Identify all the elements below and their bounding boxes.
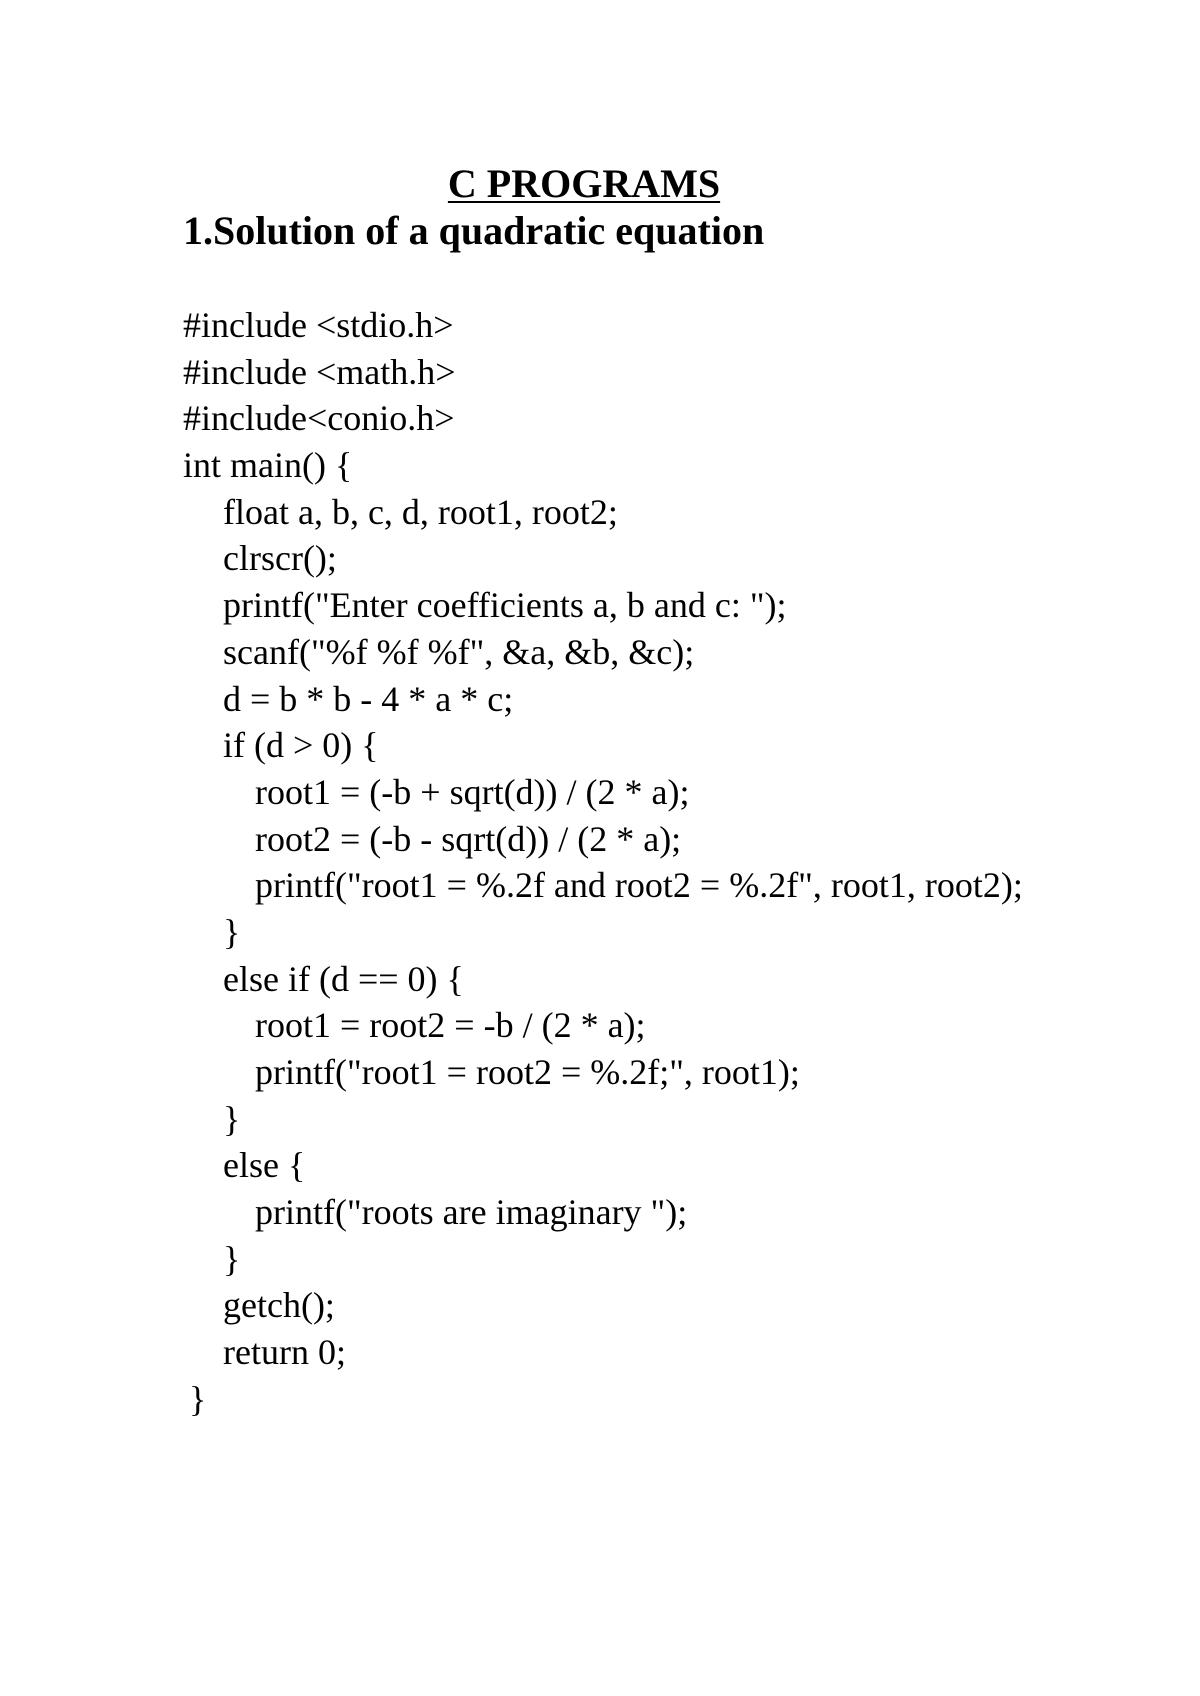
code-line: else if (d == 0) { <box>223 958 464 999</box>
code-line: } <box>223 911 241 952</box>
code-line: d = b * b - 4 * a * c; <box>223 678 514 719</box>
code-line: int main() { <box>183 445 353 486</box>
code-line: root1 = (-b + sqrt(d)) / (2 * a); <box>255 771 690 812</box>
code-line: scanf("%f %f %f", &a, &b, &c); <box>223 631 695 672</box>
code-line: root1 = root2 = -b / (2 * a); <box>255 1005 646 1046</box>
code-line: } <box>189 1378 207 1419</box>
code-line: return 0; <box>223 1332 346 1373</box>
code-line: #include <stdio.h> <box>183 305 454 345</box>
code-line: printf("roots are imaginary "); <box>255 1192 688 1233</box>
code-line: root2 = (-b - sqrt(d)) / (2 * a); <box>255 818 682 859</box>
code-line: } <box>223 1238 241 1279</box>
code-line: printf("Enter coefficients a, b and c: "); <box>223 585 787 626</box>
code-line: printf("root1 = %.2f and root2 = %.2f", root1, root2); <box>255 865 1023 906</box>
code-line: } <box>223 1098 241 1139</box>
code-listing <box>183 302 1183 1423</box>
code-line: clrscr(); <box>223 538 337 579</box>
document-title: C PROGRAMS <box>447 161 721 206</box>
section-heading: 1.Solution of a quadratic equation <box>183 208 765 253</box>
code-line: getch(); <box>223 1285 335 1326</box>
code-line: else { <box>223 1145 306 1186</box>
code-line: printf("root1 = root2 = %.2f;", root1); <box>255 1052 800 1092</box>
code-line: float a, b, c, d, root1, root2; <box>223 491 618 532</box>
code-line: #include<conio.h> <box>183 398 455 439</box>
code-line: #include <math.h> <box>183 351 456 392</box>
code-line: if (d > 0) { <box>223 725 379 766</box>
